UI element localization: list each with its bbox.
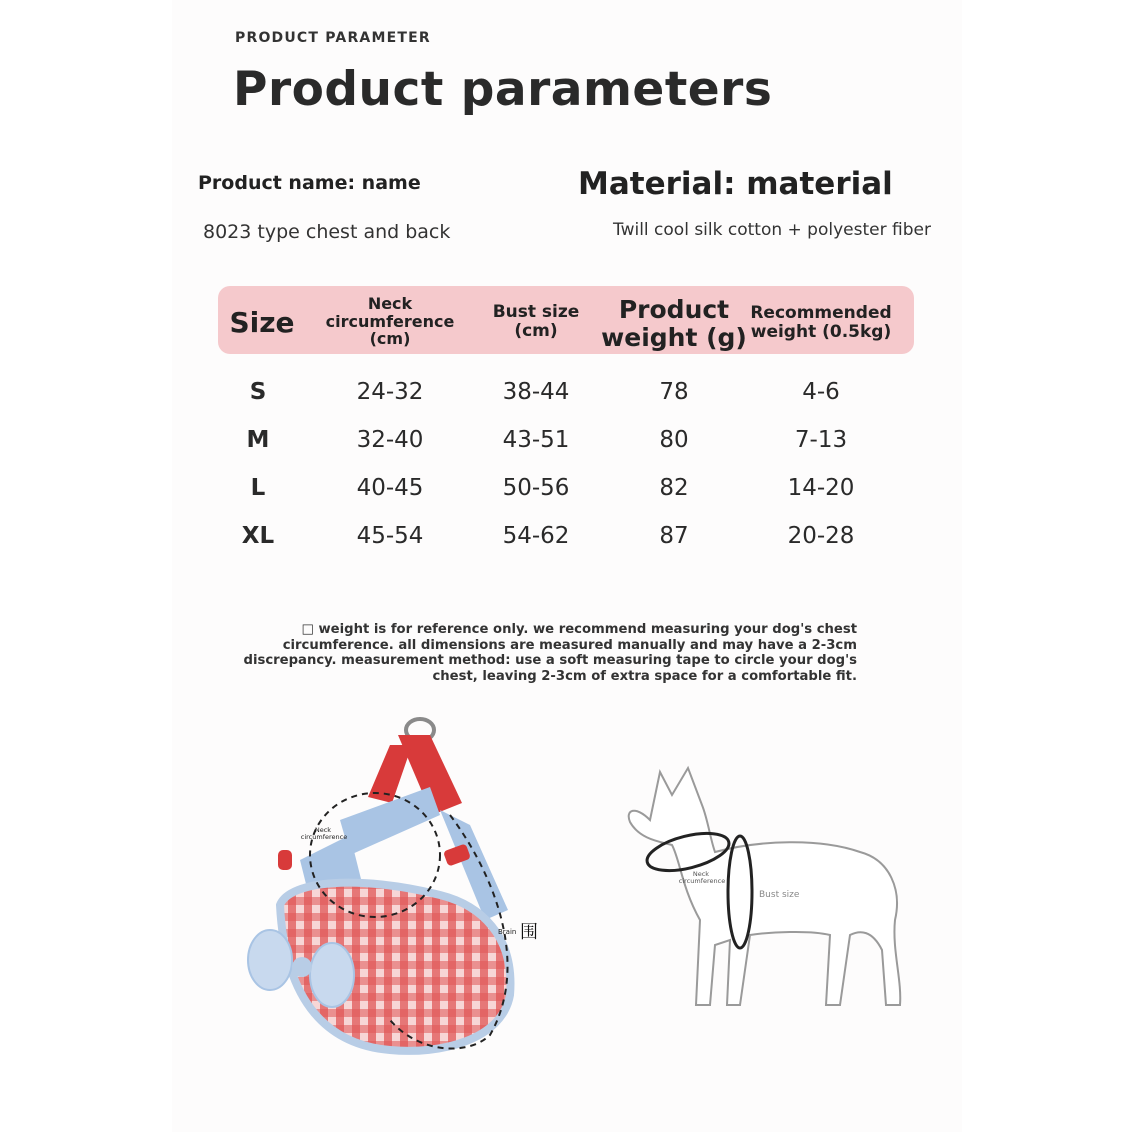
note-line: circumference. all dimensions are measured manually and may have a 2-3cm xyxy=(282,637,857,653)
header-neck-line: Neck xyxy=(367,294,413,313)
cell-size: L xyxy=(250,475,266,501)
harness-illustration xyxy=(240,705,550,1065)
harness-bust-label: Brain xyxy=(498,928,517,936)
harness-bust-glyph: 围 xyxy=(520,922,538,943)
dog-silhouette xyxy=(629,768,901,1005)
table-row xyxy=(218,475,914,515)
dog-illustration xyxy=(610,760,920,1020)
cell-bust: 50-56 xyxy=(502,475,570,501)
cell-size: S xyxy=(249,379,267,405)
cell-neck: 32-40 xyxy=(356,427,424,453)
cell-weight: 80 xyxy=(659,427,689,453)
cell-weight: 78 xyxy=(659,379,689,405)
cell-size: M xyxy=(246,427,270,453)
header-weight-line: Product xyxy=(618,295,730,324)
harness-neck-label: Neck circumference xyxy=(300,826,348,841)
header-size: Size xyxy=(229,306,295,339)
cell-recommended: 14-20 xyxy=(787,475,855,501)
header-recommended-line: Recommended xyxy=(750,303,892,323)
cell-size: XL xyxy=(241,523,275,549)
header-neck xyxy=(322,295,458,348)
dog-neck-label: Neck circumference xyxy=(678,870,726,885)
cell-neck: 24-32 xyxy=(356,379,424,405)
table-row xyxy=(218,523,914,563)
table-row xyxy=(218,379,914,419)
bow-knot xyxy=(292,957,312,977)
bow-left xyxy=(248,930,292,990)
buckle-icon xyxy=(278,850,292,870)
note-line: chest, leaving 2-3cm of extra space for a comfortable fit. xyxy=(432,668,857,684)
cell-recommended: 4-6 xyxy=(802,379,840,405)
cell-recommended: 7-13 xyxy=(794,427,848,453)
cell-neck: 45-54 xyxy=(356,523,424,549)
header-bust-line: (cm) xyxy=(514,320,558,341)
header-neck-line: circumference xyxy=(325,311,455,331)
header-bust-line: Bust size xyxy=(492,302,580,322)
product-name-label: Product name: name xyxy=(198,172,421,194)
note-line: discrepancy. measurement method: use a soft measuring tape to circle your dog's xyxy=(243,653,857,668)
measurement-note xyxy=(240,622,857,684)
cell-recommended: 20-28 xyxy=(787,523,855,549)
page-title: Product parameters xyxy=(233,62,773,117)
header-weight xyxy=(596,296,752,351)
section-eyebrow: PRODUCT PARAMETER xyxy=(235,30,431,46)
cell-weight: 82 xyxy=(659,475,689,501)
table-row xyxy=(218,427,914,467)
cell-neck: 40-45 xyxy=(356,475,424,501)
note-line: □ weight is for reference only. we recommend measuring your dog's chest xyxy=(301,622,857,637)
header-neck-line: (cm) xyxy=(369,329,411,349)
size-table-header xyxy=(218,286,914,354)
header-weight-line: weight (g) xyxy=(601,322,747,352)
header-bust xyxy=(480,303,592,340)
material-value: Twill cool silk cotton + polyester fiber xyxy=(613,220,931,240)
material-label: Material: material xyxy=(578,166,893,202)
cell-bust: 43-51 xyxy=(502,427,570,453)
cell-bust: 54-62 xyxy=(502,523,570,549)
cell-bust: 38-44 xyxy=(502,379,570,405)
cell-weight: 87 xyxy=(659,523,689,549)
product-name-value: 8023 type chest and back xyxy=(203,221,451,243)
bow-right xyxy=(310,943,354,1007)
dog-bust-label: Bust size xyxy=(759,890,800,900)
header-recommended-line: weight (0.5kg) xyxy=(750,321,892,342)
header-recommended xyxy=(746,304,896,341)
